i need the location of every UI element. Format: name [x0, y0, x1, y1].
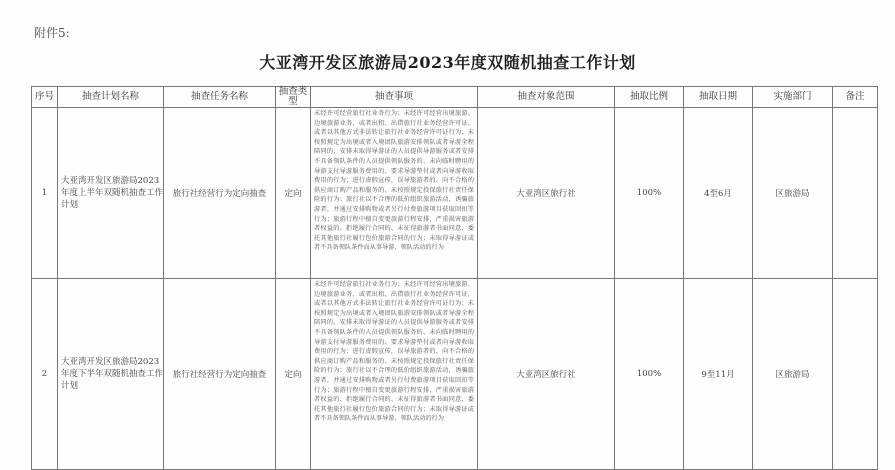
cell-task-name: 旅行社经营行为定向抽查 — [164, 108, 276, 279]
header-remark: 备注 — [833, 87, 878, 108]
cell-remark — [833, 279, 878, 470]
cell-remark — [833, 108, 878, 279]
table-row — [32, 279, 878, 470]
cell-task-name: 旅行社经营行为定向抽查 — [164, 279, 276, 470]
header-seq: 序号 — [32, 87, 58, 108]
header-items: 抽查事项 — [311, 87, 478, 108]
cell-seq: 1 — [32, 108, 58, 279]
cell-items: 未经许可经营旅行社业务行为；未经许可经营出境旅游、边境旅游业务，或者出租、出借旅行社业务经营许可证，或者以其他方式非法转让旅行社业务经营许可证行为；未按照规定为出境或者入境团队旅游安排领队或者导游全程陪同的、安排未取得导游证的人员提供导游服务或者安排不具备领队条件的人员提供领队服务的、未向临时聘用的导游支付导游服务费用的、要求导游垫付或者向导游收取费用的行为；进行虚假宣传，误导旅游者的、向不合格的供应商订购产品和服务的、未按照规定投保旅行社责任保险的行为；旅行社以不合理的低价组织旅游活动，诱骗旅游者，并通过安排购物或者另行付费旅游项目获取回扣等行为；旅游行程中擅自变更旅游行程安排，严重损害旅游者权益的、拒绝履行合同的、未征得旅游者书面同意，委托其他旅行社履行包价旅游合同的行为；未取得导游证或者不具备领队条件而从事导游、领队活动的行为 — [311, 108, 478, 279]
cell-type: 定向 — [276, 108, 311, 279]
header-task-name: 抽查任务名称 — [164, 87, 276, 108]
cell-items: 未经许可经营旅行社业务行为；未经许可经营出境旅游、边境旅游业务，或者出租、出借旅行社业务经营许可证，或者以其他方式非法转让旅行社业务经营许可证行为；未按照规定为出境或者入境团队旅游安排领队或者导游全程陪同的、安排未取得导游证的人员提供导游服务或者安排不具备领队条件的人员提供领队服务的、未向临时聘用的导游支付导游服务费用的、要求导游垫付或者向导游收取费用的行为；进行虚假宣传，误导旅游者的、向不合格的供应商订购产品和服务的、未按照规定投保旅行社责任保险的行为；旅行社以不合理的低价组织旅游活动，诱骗旅游者，并通过安排购物或者另行付费旅游项目获取回扣等行为；旅游行程中擅自变更旅游行程安排，严重损害旅游者权益的、拒绝履行合同的、未征得旅游者书面同意，委托其他旅行社履行包价旅游合同的行为；未取得导游证或者不具备领队条件而从事导游、领队活动的行为 — [311, 279, 478, 470]
header-dept: 实施部门 — [753, 87, 833, 108]
cell-plan-name: 大亚湾开发区旅游局2023年度下半年双随机抽查工作计划 — [58, 279, 164, 470]
attachment-label: 附件5: — [34, 26, 70, 40]
cell-date: 9至11月 — [684, 279, 753, 470]
cell-scope: 大亚湾区旅行社 — [478, 108, 615, 279]
header-scope: 抽查对象范围 — [478, 87, 615, 108]
header-plan-name: 抽查计划名称 — [58, 87, 164, 108]
cell-type: 定向 — [276, 279, 311, 470]
inspection-plan-table — [31, 86, 878, 470]
cell-plan-name: 大亚湾开发区旅游局2023年度上半年双随机抽查工作计划 — [58, 108, 164, 279]
cell-seq: 2 — [32, 279, 58, 470]
cell-scope: 大亚湾区旅行社 — [478, 279, 615, 470]
document-title: 大亚湾开发区旅游局2023年度双随机抽查工作计划 — [259, 53, 636, 72]
cell-dept: 区旅游局 — [753, 108, 833, 279]
cell-ratio: 100% — [615, 108, 684, 279]
cell-ratio: 100% — [615, 279, 684, 470]
table-row — [32, 108, 878, 279]
header-date: 抽取日期 — [684, 87, 753, 108]
header-ratio: 抽取比例 — [615, 87, 684, 108]
cell-dept: 区旅游局 — [753, 279, 833, 470]
cell-date: 4至6月 — [684, 108, 753, 279]
header-type: 抽查类型 — [276, 87, 311, 108]
table-header-row — [32, 87, 878, 108]
